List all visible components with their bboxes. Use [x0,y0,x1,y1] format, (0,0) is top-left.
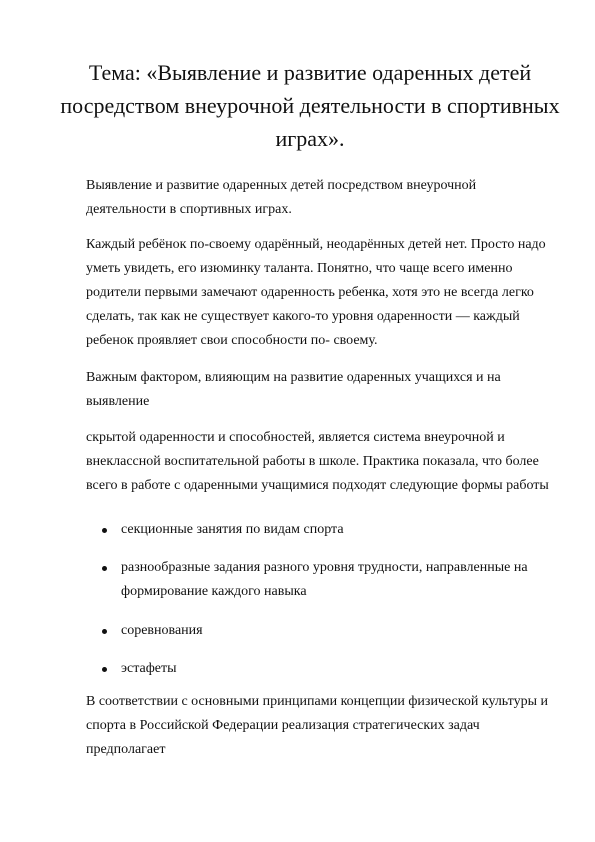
paragraph-line: всего в работе с одаренными учащимися подходят следующие формы работы [86,478,549,493]
paragraph-hidden-giftedness [86,426,556,498]
paragraph-line: внеклассной воспитательной работы в школе. Практика показала, что более [86,454,539,469]
paragraph-line: В соответствии с основными принципами концепции физической культуры и [86,694,548,709]
paragraph-line: спорта в Российской Федерации реализация стратегических задач [86,718,480,733]
list-item-text [121,518,344,542]
bullet-icon [102,667,107,672]
bullet-icon [102,528,107,533]
document-title [60,56,560,155]
paragraph-line: выявление [86,394,150,409]
list-item-text [121,657,177,681]
list-item-line: эстафеты [121,661,177,676]
list-item-line: секционные занятия по видам спорта [121,522,344,537]
list-item-text [121,619,203,643]
paragraph-line: Каждый ребёнок по-своему одарённый, неодарённых детей нет. Просто надо [86,237,546,252]
paragraph-line: предполагает [86,742,166,757]
list-item-line: соревнования [121,623,203,638]
paragraph-important-factor [86,366,556,414]
paragraph-intro [86,174,556,222]
bullet-icon [102,566,107,571]
paragraph-line: деятельности в спортивных играх. [86,202,292,217]
paragraph-line: сделать, так как не существует какого-то уровня одаренности — каждый [86,309,520,324]
bullet-icon [102,629,107,634]
paragraph-line: родители первыми замечают одаренность ребенка, хотя это не всегда легко [86,285,534,300]
paragraph-line: Выявление и развитие одаренных детей посредством внеурочной [86,178,477,193]
list-item-text [121,556,528,604]
paragraph-line: скрытой одаренности и способностей, является система внеурочной и [86,430,505,445]
paragraph-closing [86,690,556,762]
paragraph-every-child [86,233,556,353]
list-item-line: формирование каждого навыка [121,584,307,599]
paragraph-line: Важным фактором, влияющим на развитие одаренных учащихся и на [86,370,501,385]
list-item-line: разнообразные задания разного уровня трудности, направленные на [121,560,528,575]
paragraph-line: уметь увидеть, его изюминку таланта. Понятно, что чаще всего именно [86,261,513,276]
title-line-1: Тема: «Выявление и развитие одаренных детей [88,60,532,85]
title-line-3: играх». [275,126,345,151]
paragraph-line: ребенок проявляет свои способности по- своему. [86,333,378,348]
title-line-2: посредством внеурочной деятельности в спортивных [60,93,560,118]
